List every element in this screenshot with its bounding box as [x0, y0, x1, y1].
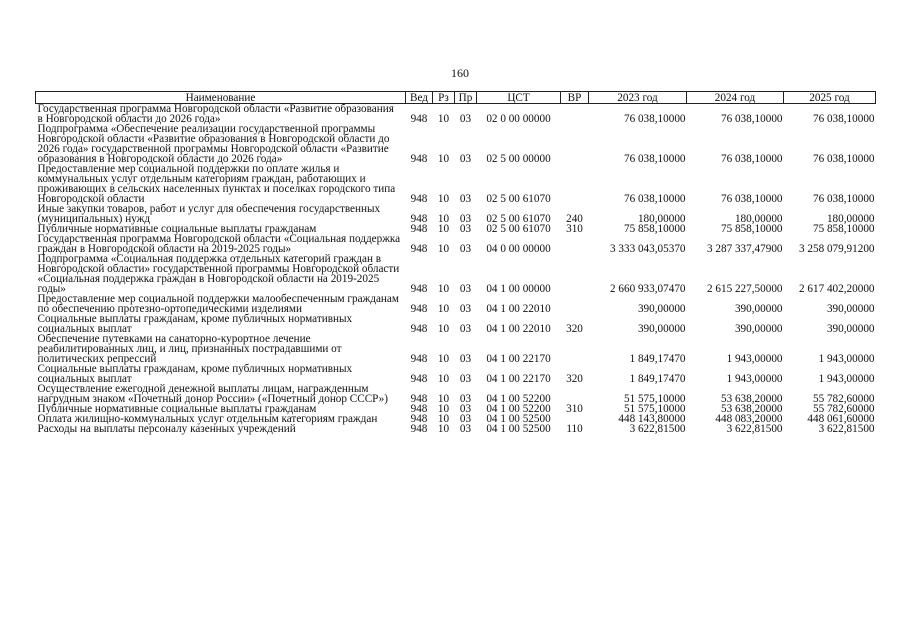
cell-y2025: 390,00000 — [826, 323, 875, 335]
header-row — [36, 92, 876, 104]
cell-name: Государственная программа Новгородской области «Социальная поддержка граждан в Новгородской области на 2019-2025 годы» — [37, 233, 401, 255]
cell-vr: 320 — [566, 373, 583, 385]
table-body — [36, 104, 876, 435]
cell-cst: 02 5 00 61070 — [486, 193, 551, 205]
cell-pr: 03 — [459, 283, 472, 295]
cell-y2023: 3 333 043,05370 — [609, 243, 686, 255]
cell-y2025: 3 622,81500 — [818, 423, 875, 435]
cell-y2023: 76 038,10000 — [623, 153, 686, 165]
table-row — [36, 294, 876, 314]
cell-name: Иные закупки товаров, работ и услуг для обеспечения государственных (муниципальных) нужд — [37, 203, 381, 225]
cell-y2025: 76 038,10000 — [812, 193, 875, 205]
cell-y2024: 1 943,00000 — [726, 353, 783, 365]
cell-rz: 10 — [437, 153, 450, 165]
cell-ved: 948 — [410, 223, 428, 235]
cell-ved: 948 — [410, 423, 428, 435]
cell-y2025: 55 782,60000 — [812, 393, 875, 405]
cell-pr: 03 — [459, 213, 472, 225]
cell-y2023: 180,00000 — [637, 213, 686, 225]
cell-ved: 948 — [410, 373, 428, 385]
cell-y2023: 76 038,10000 — [623, 113, 686, 125]
table-row — [36, 424, 876, 434]
cell-rz: 10 — [437, 193, 450, 205]
cell-vr: 320 — [566, 323, 583, 335]
cell-pr: 03 — [459, 153, 472, 165]
cell-pr: 03 — [459, 373, 472, 385]
cell-vr — [561, 124, 589, 164]
cell-name: Государственная программа Новгородской области «Развитие образования в Новгородской области до 2026 года» — [37, 103, 394, 125]
cell-vr: 310 — [566, 403, 583, 415]
cell-y2024: 76 038,10000 — [720, 193, 783, 205]
cell-cst: 04 0 00 00000 — [486, 243, 551, 255]
cell-cst: 02 0 00 00000 — [486, 113, 551, 125]
cell-rz: 10 — [437, 283, 450, 295]
header-pr: Пр — [455, 92, 477, 104]
cell-name: Оплата жилищно-коммунальных услуг отдельным категориям граждан — [37, 413, 378, 425]
header-vr: ВР — [561, 92, 589, 104]
budget-table — [35, 91, 876, 434]
cell-y2023: 390,00000 — [637, 303, 686, 315]
cell-y2024: 53 638,20000 — [720, 403, 783, 415]
cell-cst: 04 1 00 52500 — [486, 413, 551, 425]
page-number: 160 — [451, 66, 469, 80]
cell-rz: 10 — [437, 223, 450, 235]
cell-y2025: 390,00000 — [826, 303, 875, 315]
cell-cst: 04 1 00 22170 — [486, 373, 551, 385]
cell-rz: 10 — [437, 413, 450, 425]
cell-y2024: 76 038,10000 — [720, 113, 783, 125]
table-row — [36, 164, 876, 204]
cell-rz: 10 — [437, 303, 450, 315]
cell-cst: 04 1 00 22170 — [486, 353, 551, 365]
table-row — [36, 364, 876, 384]
header-2025: 2025 год — [784, 92, 876, 104]
cell-cst: 04 1 00 52500 — [486, 423, 551, 435]
cell-y2023: 448 143,80000 — [618, 413, 686, 425]
cell-rz: 10 — [437, 403, 450, 415]
cell-ved: 948 — [410, 303, 428, 315]
cell-name: Расходы на выплаты персоналу казенных учреждений — [37, 423, 296, 435]
cell-y2023: 1 849,17470 — [629, 353, 686, 365]
cell-name: Предоставление мер социальной поддержки малообеспеченным гражданам по обеспечению протезно-ортопедическими изделиями — [37, 293, 399, 315]
cell-ved: 948 — [410, 213, 428, 225]
cell-name: Публичные нормативные социальные выплаты гражданам — [37, 223, 317, 235]
cell-cst: 04 1 00 22010 — [486, 323, 551, 335]
cell-y2023: 75 858,10000 — [623, 223, 686, 235]
cell-ved: 948 — [410, 353, 428, 365]
table-row — [36, 254, 876, 294]
cell-vr — [561, 294, 589, 314]
header-rz: Рз — [433, 92, 455, 104]
cell-pr: 03 — [459, 323, 472, 335]
cell-y2025: 2 617 402,20000 — [798, 283, 875, 295]
cell-cst: 04 1 00 52200 — [486, 393, 551, 405]
cell-cst: 02 5 00 00000 — [486, 153, 551, 165]
cell-rz: 10 — [437, 323, 450, 335]
table-row — [36, 204, 876, 224]
cell-rz: 10 — [437, 243, 450, 255]
cell-y2025: 1 943,00000 — [818, 353, 875, 365]
cell-vr — [561, 384, 589, 404]
cell-vr — [561, 164, 589, 204]
cell-pr: 03 — [459, 243, 472, 255]
cell-y2024: 3 287 337,47900 — [706, 243, 783, 255]
cell-y2024: 3 622,81500 — [726, 423, 783, 435]
cell-ved: 948 — [410, 283, 428, 295]
cell-rz: 10 — [437, 113, 450, 125]
cell-y2024: 1 943,00000 — [726, 373, 783, 385]
cell-rz: 10 — [437, 353, 450, 365]
cell-ved: 948 — [410, 243, 428, 255]
header-2024: 2024 год — [687, 92, 784, 104]
cell-name: Предоставление мер социальной поддержки по оплате жилья и коммунальных услуг отдельным категориям граждан, работающих и проживающих в сельских населенных пунктах и поселках городского типа Новгородской области — [37, 163, 396, 205]
cell-cst: 02 5 00 61070 — [486, 223, 551, 235]
cell-y2025: 76 038,10000 — [812, 153, 875, 165]
cell-pr: 03 — [459, 113, 472, 125]
cell-name: Подпрограмма «Обеспечение реализации государственной программы Новгородской области «Развитие образования в Новгородской области до 2026 года» государственной программы Новгородской области «Развитие образования в Новгородской области до 2026 года» — [37, 123, 390, 165]
cell-y2025: 55 782,60000 — [812, 403, 875, 415]
cell-vr — [561, 234, 589, 254]
cell-vr — [561, 334, 589, 364]
cell-y2024: 75 858,10000 — [720, 223, 783, 235]
cell-y2024: 76 038,10000 — [720, 153, 783, 165]
cell-y2024: 180,00000 — [734, 213, 783, 225]
cell-y2025: 75 858,10000 — [812, 223, 875, 235]
cell-name: Осуществление ежегодной денежной выплаты лицам, награжденным нагрудным знаком «Почетный донор России» («Почетный донор СССР») — [37, 383, 388, 405]
cell-vr: 240 — [566, 213, 583, 225]
cell-rz: 10 — [437, 213, 450, 225]
cell-name: Социальные выплаты гражданам, кроме публичных нормативных социальных выплат — [37, 363, 353, 385]
cell-vr: 110 — [566, 423, 583, 435]
cell-ved: 948 — [410, 413, 428, 425]
cell-ved: 948 — [410, 153, 428, 165]
header-ved: Вед — [406, 92, 433, 104]
cell-y2023: 51 575,10000 — [623, 393, 686, 405]
cell-vr — [561, 254, 589, 294]
cell-cst: 04 1 00 00000 — [486, 283, 551, 295]
cell-ved: 948 — [410, 393, 428, 405]
table-header — [36, 92, 876, 104]
cell-rz: 10 — [437, 373, 450, 385]
cell-y2024: 53 638,20000 — [720, 393, 783, 405]
table-row — [36, 334, 876, 364]
cell-cst: 04 1 00 22010 — [486, 303, 551, 315]
cell-y2024: 2 615 227,50000 — [706, 283, 783, 295]
table-row — [36, 234, 876, 254]
cell-y2023: 1 849,17470 — [629, 373, 686, 385]
cell-ved: 948 — [410, 193, 428, 205]
cell-pr: 03 — [459, 393, 472, 405]
cell-y2024: 448 083,20000 — [715, 413, 783, 425]
table-row — [36, 384, 876, 404]
table-row — [36, 124, 876, 164]
cell-cst: 02 5 00 61070 — [486, 213, 551, 225]
cell-y2025: 1 943,00000 — [818, 373, 875, 385]
cell-cst: 04 1 00 52200 — [486, 403, 551, 415]
cell-y2025: 448 061,60000 — [807, 413, 875, 425]
cell-name: Социальные выплаты гражданам, кроме публичных нормативных социальных выплат — [37, 313, 353, 335]
cell-pr: 03 — [459, 423, 472, 435]
header-cst: ЦСТ — [477, 92, 561, 104]
header-2023: 2023 год — [589, 92, 687, 104]
cell-rz: 10 — [437, 423, 450, 435]
cell-y2023: 3 622,81500 — [629, 423, 686, 435]
cell-ved: 948 — [410, 113, 428, 125]
cell-name: Подпрограмма «Социальная поддержка отдельных категорий граждан в Новгородской области» государственной программы Новгородской области «Социальная поддержка граждан в Новгородской области на 2019-2025 годы» — [37, 253, 400, 295]
cell-vr: 310 — [566, 223, 583, 235]
cell-y2023: 76 038,10000 — [623, 193, 686, 205]
cell-y2024: 390,00000 — [734, 303, 783, 315]
cell-vr — [561, 104, 589, 125]
cell-ved: 948 — [410, 323, 428, 335]
table-row — [36, 104, 876, 125]
cell-y2024: 390,00000 — [734, 323, 783, 335]
cell-pr: 03 — [459, 303, 472, 315]
cell-name: Обеспечение путевками на санаторно-курортное лечение реабилитированных лиц, и лиц, признанных пострадавшими от политических репрессий — [37, 333, 342, 365]
cell-pr: 03 — [459, 353, 472, 365]
cell-pr: 03 — [459, 413, 472, 425]
cell-pr: 03 — [459, 223, 472, 235]
header-name: Наименование — [36, 92, 406, 104]
cell-pr: 03 — [459, 193, 472, 205]
cell-y2025: 76 038,10000 — [812, 113, 875, 125]
cell-pr: 03 — [459, 403, 472, 415]
cell-ved: 948 — [410, 403, 428, 415]
cell-y2023: 51 575,10000 — [623, 403, 686, 415]
cell-y2025: 180,00000 — [826, 213, 875, 225]
cell-rz: 10 — [437, 393, 450, 405]
cell-y2025: 3 258 079,91200 — [798, 243, 875, 255]
cell-y2023: 390,00000 — [637, 323, 686, 335]
table-row — [36, 314, 876, 334]
cell-name: Публичные нормативные социальные выплаты гражданам — [37, 403, 317, 415]
cell-y2023: 2 660 933,07470 — [609, 283, 686, 295]
